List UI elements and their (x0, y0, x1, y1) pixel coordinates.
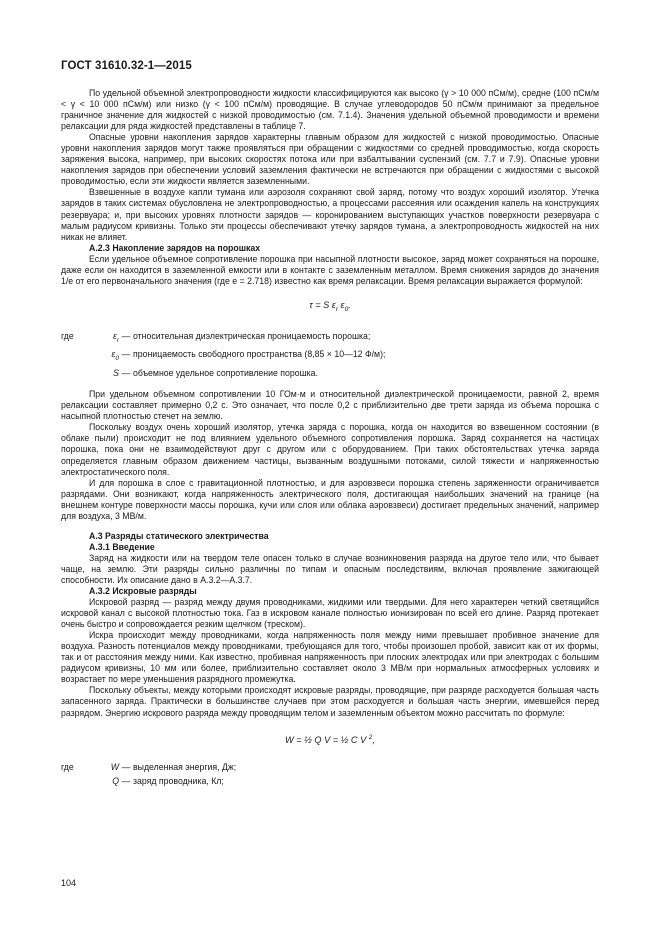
formula-spark-energy: W = ½ Q V = ½ C V $^2$, (285, 733, 375, 745)
paragraph: По удельной объемной электропроводности жидкости классифицируются как высоко (γ > 10 000 пСм/м), средне (100 пСм/м < γ < 10 000 пСм/м) или низко (γ < 100 пСм/м) проводящие. В случае углеводородов 50 пСм/м принимают за предельное граничное значение для жидкостей с низкой проводимостью (см. 7.1.4). Значения удельной объемной проводимости и времени релаксации для ряда жидкостей представлены в таблице 7. (61, 88, 599, 132)
legend-description: заряд проводника, Кл; (133, 775, 224, 786)
paragraph: Опасные уровни накопления зарядов характерны главным образом для жидкостей с низкой проводимостью. Опасные уровни накопления зарядов могут также проявляться при обращении с жидкостями со средней проводимостью, когда скорость заряжения высока, например, при высоких скоростях потока или при взбалтывании суспензий (см. 7.7 и 7.9). Опасные уровни накопления зарядов при обеспечении условий заземления фактически не встречаются при обращении с жидкостями с высокой проводимостью, если эти жидкости является заземленными. (61, 132, 599, 187)
paragraph: Поскольку воздух очень хороший изолятор, утечка заряда с порошка, когда он находится во взвешенном состоянии (в облаке пыли) происходит не под влиянием удельного объемного сопротивления порошка. Заряд сохраняется на частицах порошка, пока они не взаимодействуют друг с другом или с оборудованием. При таких обстоятельствах утечка заряда определяется главным образом движением частицы, вызванным воздушными потоками, силой тяжести и напряженностью электростатического поля. (61, 422, 599, 477)
legend-description: проницаемость свободного пространства (8,85 × 10—12 Ф/м); (133, 349, 386, 360)
legend-symbol: $\varepsilon_r$ (112, 330, 119, 344)
paragraph: При удельном объемном сопротивлении 10 ГОм·м и относительной диэлектрической проницаемости, равной 2, время релаксации составляет примерно 0,2 с. Это означает, что после 0,2 с приблизительно две трети заряда из объема порошка с насыпной плотностью стечет на землю. (61, 389, 599, 422)
legend-description: объемное удельное сопротивление порошка. (133, 368, 318, 379)
page-number: 104 (61, 878, 77, 888)
section-heading-a3: А.3 Разряды статического электричества (89, 530, 269, 541)
section-heading-a31: А.3.1 Введение (89, 541, 155, 552)
legend-symbol: W (110, 761, 119, 772)
paragraph: Искра происходит между проводниками, когда напряженность поля между ними превышает пробивное значение для воздуха. Разность потенциалов между проводниками, требующаяся для того, чтобы произошел пробой, зависит как от их формы, так и от расстояния между ними. Как известно, пробивная напряженность при плоских электродах или при электродах с большим радиусом кривизны, 10 мм или более, приблизительно составляет около 3 МВ/м при нормальных атмосферных условиях и возрастает по мере уменьшения разрядного промежутка. (61, 630, 599, 685)
paragraph: Взвешенные в воздухе капли тумана или аэрозоля сохраняют свой заряд, потому что воздух хороший изолятор. Утечка зарядов в таких системах обусловлена не электропроводностью, а процессами рассеяния или осаждения капель на конструкциях резервуара; и, при высоких уровнях плотности зарядов — коронированием выступающих участков поверхности резервуара с малым радиусом кривизны. Только эти процессы обеспечивают утечку зарядов тумана, а электропроводность жидкостей на них никак не влияет. (61, 187, 599, 242)
legend-description: относительная диэлектрическая проницаемость порошка; (133, 330, 371, 341)
legend-label: где (61, 761, 74, 772)
formula-legend: где $\varepsilon_r$ — относительная диэлектрическая проницаемость порошка; $\varepsilon_0$ — проницаемость свободного пространства (8,85 × 10—12 Ф/м); S — объемное удельное сопротивление порошка. (61, 329, 599, 381)
legend-symbol: $\varepsilon_0$ (111, 349, 119, 363)
paragraph: Поскольку объекты, между которыми происходят искровые разряды, проводящие, при разряде расходуется большая часть запасенного заряда. Практически в большинстве случаев при этом расходуется и большая часть энергии, имевшейся перед разрядом. Энергию искрового разряда между проводящим телом и заземленным объектом можно рассчитать по формуле: (61, 685, 599, 718)
paragraph: Заряд на жидкости или на твердом теле опасен только в случае возникновения разряда на другое тело или, что бывает чаще, на землю. Эти разряды сильно различны по типам и опасным последствиям, включая проявление зажигающей способности. Их описание дано в А.3.2—А.3.7. (61, 552, 599, 585)
paragraph: Искровой разряд — разряд между двумя проводниками, жидкими или твердыми. Для него характерен четкий светящийся искровой канал с высокой плотностью тока. Газ в искровом канале полностью ионизирован по всей его длине. Разряд протекает очень быстро и сопровождается резким щелчком (треском). (61, 597, 599, 630)
section-heading-a32: А.3.2 Искровые разряды (89, 586, 197, 597)
page-header: ГОСТ 31610.32-1—2015 (61, 60, 192, 72)
legend-description: выделенная энергия, Дж; (133, 761, 237, 772)
legend-symbol: S (113, 368, 119, 379)
legend-symbol: Q (112, 775, 119, 786)
document-body (61, 88, 599, 788)
formula-relaxation: τ = S $\varepsilon_r$ $\varepsilon_0$. (309, 299, 351, 313)
section-heading-a23: А.2.3 Накопление зарядов на порошках (89, 242, 261, 253)
paragraph: Если удельное объемное сопротивление порошка при насыпной плотности высокое, заряд может сохраняться на порошке, даже если он находится в заземленной емкости или в контакте с заземленным металлом. Время снижения зарядов до значения 1/e от его первоначального значения (где e = 2.718) известно как время релаксации. Время релаксации выражается формулой: (61, 253, 599, 286)
formula-legend: где W — выделенная энергия, Дж; Q — заряд проводника, Кл; (61, 760, 599, 788)
legend-label: где (61, 330, 74, 341)
paragraph: И для порошка в слое с гравитационной плотностью, и для аэровзвеси порошка степень заряженности ограничивается разрядами. Они возникают, когда напряженность электрического поля, достигающая наибольших значений на границе (на внешнем контуре поверхности массы порошка, кучи или слоя или облака аэровзвеси) достигает предельных значений, например для воздуха, 3 МВ/м. (61, 477, 599, 521)
